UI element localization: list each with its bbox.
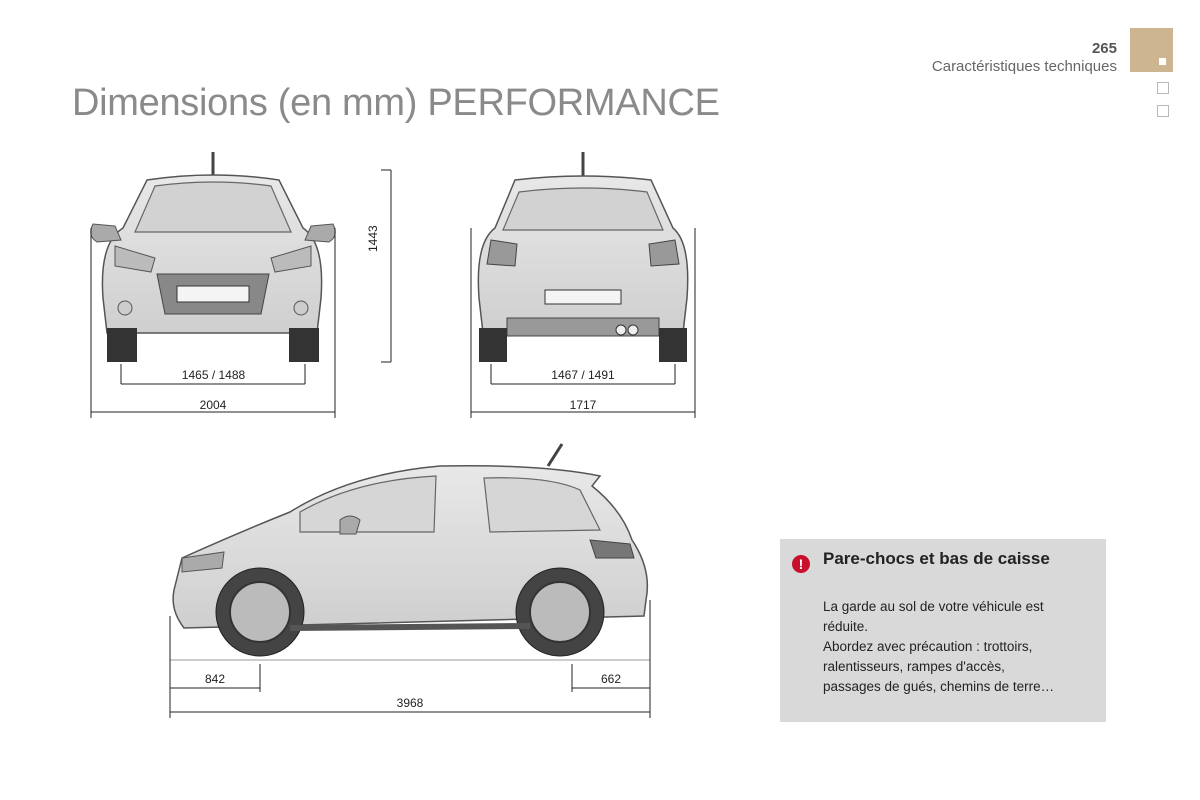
chapter-tab-empty[interactable] xyxy=(1157,105,1169,117)
chapter-tab-marker xyxy=(1159,58,1166,65)
section-title: Caractéristiques techniques xyxy=(931,58,1117,75)
length-label: 3968 xyxy=(396,696,424,710)
page-title: Dimensions (en mm) PERFORMANCE xyxy=(72,82,720,124)
warning-line: ralentisseurs, rampes d'accès, xyxy=(823,659,1005,674)
chapter-tab-empty[interactable] xyxy=(1157,82,1169,94)
page-number: 265 xyxy=(1091,40,1117,57)
chapter-tab[interactable] xyxy=(1130,28,1173,72)
width-label: 1717 xyxy=(569,398,597,412)
rear-track-label: 1467 / 1491 xyxy=(551,368,615,382)
warning-text xyxy=(823,597,1093,697)
width-mirrors-label: 2004 xyxy=(199,398,227,412)
warning-line: réduite. xyxy=(823,619,869,634)
warning-line: La garde au sol de votre véhicule est xyxy=(823,599,1044,614)
front-overhang-label: 842 xyxy=(204,672,226,686)
front-track-label: 1465 / 1488 xyxy=(181,368,246,382)
exclamation-icon: ! xyxy=(792,555,810,573)
rear-overhang-label: 662 xyxy=(600,672,622,686)
warning-box xyxy=(780,539,1106,722)
warning-title: Pare-chocs et bas de caisse xyxy=(823,549,1050,568)
warning-line: Abordez avec précaution : trottoirs, xyxy=(823,639,1033,654)
warning-line: passages de gués, chemins de terre… xyxy=(823,679,1055,694)
